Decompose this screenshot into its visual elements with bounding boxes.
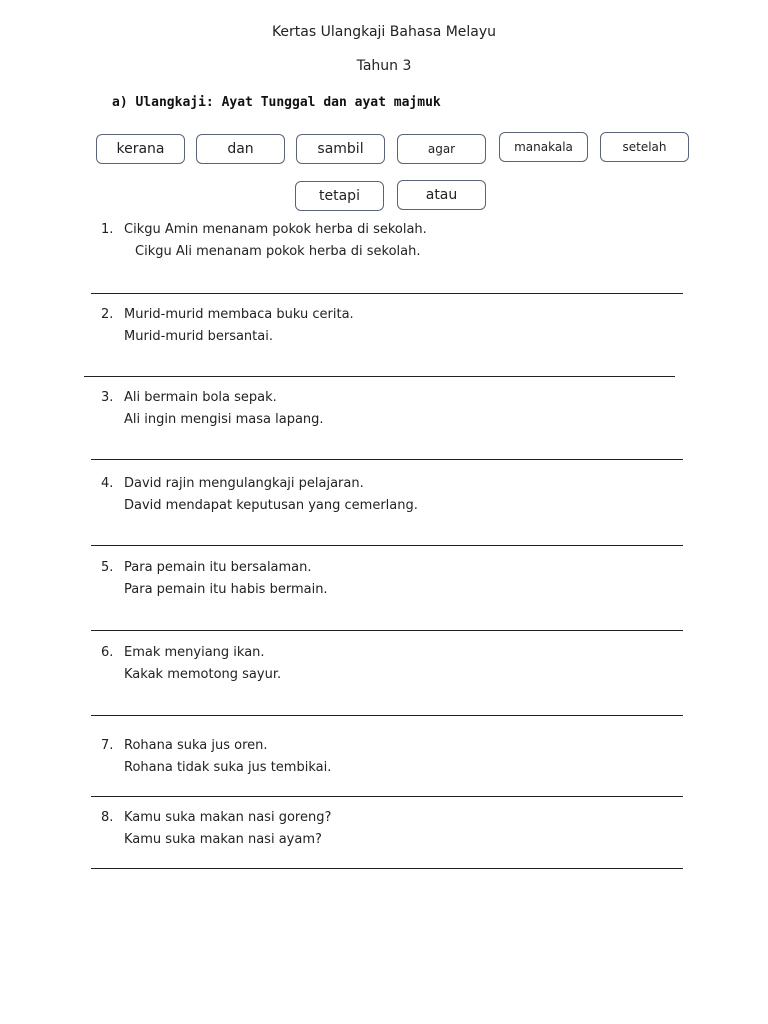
question-sentence-1: David rajin mengulangkaji pelajaran. — [124, 476, 364, 491]
word-bank-item-agar: agar — [397, 134, 486, 164]
answer-line-4[interactable] — [91, 545, 683, 546]
question-number: 5. — [101, 560, 114, 575]
answer-line-3[interactable] — [91, 459, 683, 460]
answer-line-7[interactable] — [91, 796, 683, 797]
word-bank-item-manakala: manakala — [499, 132, 588, 162]
question-number: 8. — [101, 810, 114, 825]
word-bank-item-atau: atau — [397, 180, 486, 210]
question-sentence-2: Ali ingin mengisi masa lapang. — [124, 412, 324, 427]
question-sentence-2: Rohana tidak suka jus tembikai. — [124, 760, 332, 775]
word-bank-item-kerana: kerana — [96, 134, 185, 164]
question-5 — [101, 557, 328, 601]
section-heading: a) Ulangkaji: Ayat Tunggal dan ayat majmuk — [112, 95, 441, 110]
question-sentence-1: Emak menyiang ikan. — [124, 645, 265, 660]
document-title: Kertas Ulangkaji Bahasa Melayu — [271, 24, 497, 40]
question-2 — [101, 304, 354, 348]
question-number: 3. — [101, 390, 114, 405]
question-3 — [101, 387, 324, 431]
word-bank-item-sambil: sambil — [296, 134, 385, 164]
question-sentence-2: Murid-murid bersantai. — [124, 329, 273, 344]
question-sentence-1: Para pemain itu bersalaman. — [124, 560, 312, 575]
answer-line-6[interactable] — [91, 715, 683, 716]
answer-line-2[interactable] — [84, 376, 675, 377]
question-sentence-2: Cikgu Ali menanam pokok herba di sekolah. — [135, 244, 421, 259]
question-sentence-1: Ali bermain bola sepak. — [124, 390, 277, 405]
question-sentence-2: Para pemain itu habis bermain. — [124, 582, 328, 597]
answer-line-8[interactable] — [91, 868, 683, 869]
word-bank-item-dan: dan — [196, 134, 285, 164]
question-number: 1. — [101, 222, 114, 237]
question-number: 2. — [101, 307, 114, 322]
question-number: 6. — [101, 645, 114, 660]
question-number: 4. — [101, 476, 114, 491]
question-7 — [101, 735, 331, 779]
answer-line-5[interactable] — [91, 630, 683, 631]
answer-line-1[interactable] — [91, 293, 683, 294]
question-sentence-2: David mendapat keputusan yang cemerlang. — [124, 498, 418, 513]
document-subtitle: Tahun 3 — [356, 58, 412, 74]
question-sentence-2: Kamu suka makan nasi ayam? — [124, 832, 322, 847]
question-number: 7. — [101, 738, 114, 753]
question-sentence-2: Kakak memotong sayur. — [124, 667, 282, 682]
question-sentence-1: Rohana suka jus oren. — [124, 738, 268, 753]
question-4 — [101, 473, 418, 517]
word-bank-item-setelah: setelah — [600, 132, 689, 162]
question-sentence-1: Kamu suka makan nasi goreng? — [124, 810, 332, 825]
question-sentence-1: Cikgu Amin menanam pokok herba di sekolah. — [124, 222, 427, 237]
question-1 — [101, 219, 427, 263]
question-8 — [101, 807, 331, 851]
question-sentence-1: Murid-murid membaca buku cerita. — [124, 307, 354, 322]
word-bank-item-tetapi: tetapi — [295, 181, 384, 211]
question-6 — [101, 642, 281, 686]
